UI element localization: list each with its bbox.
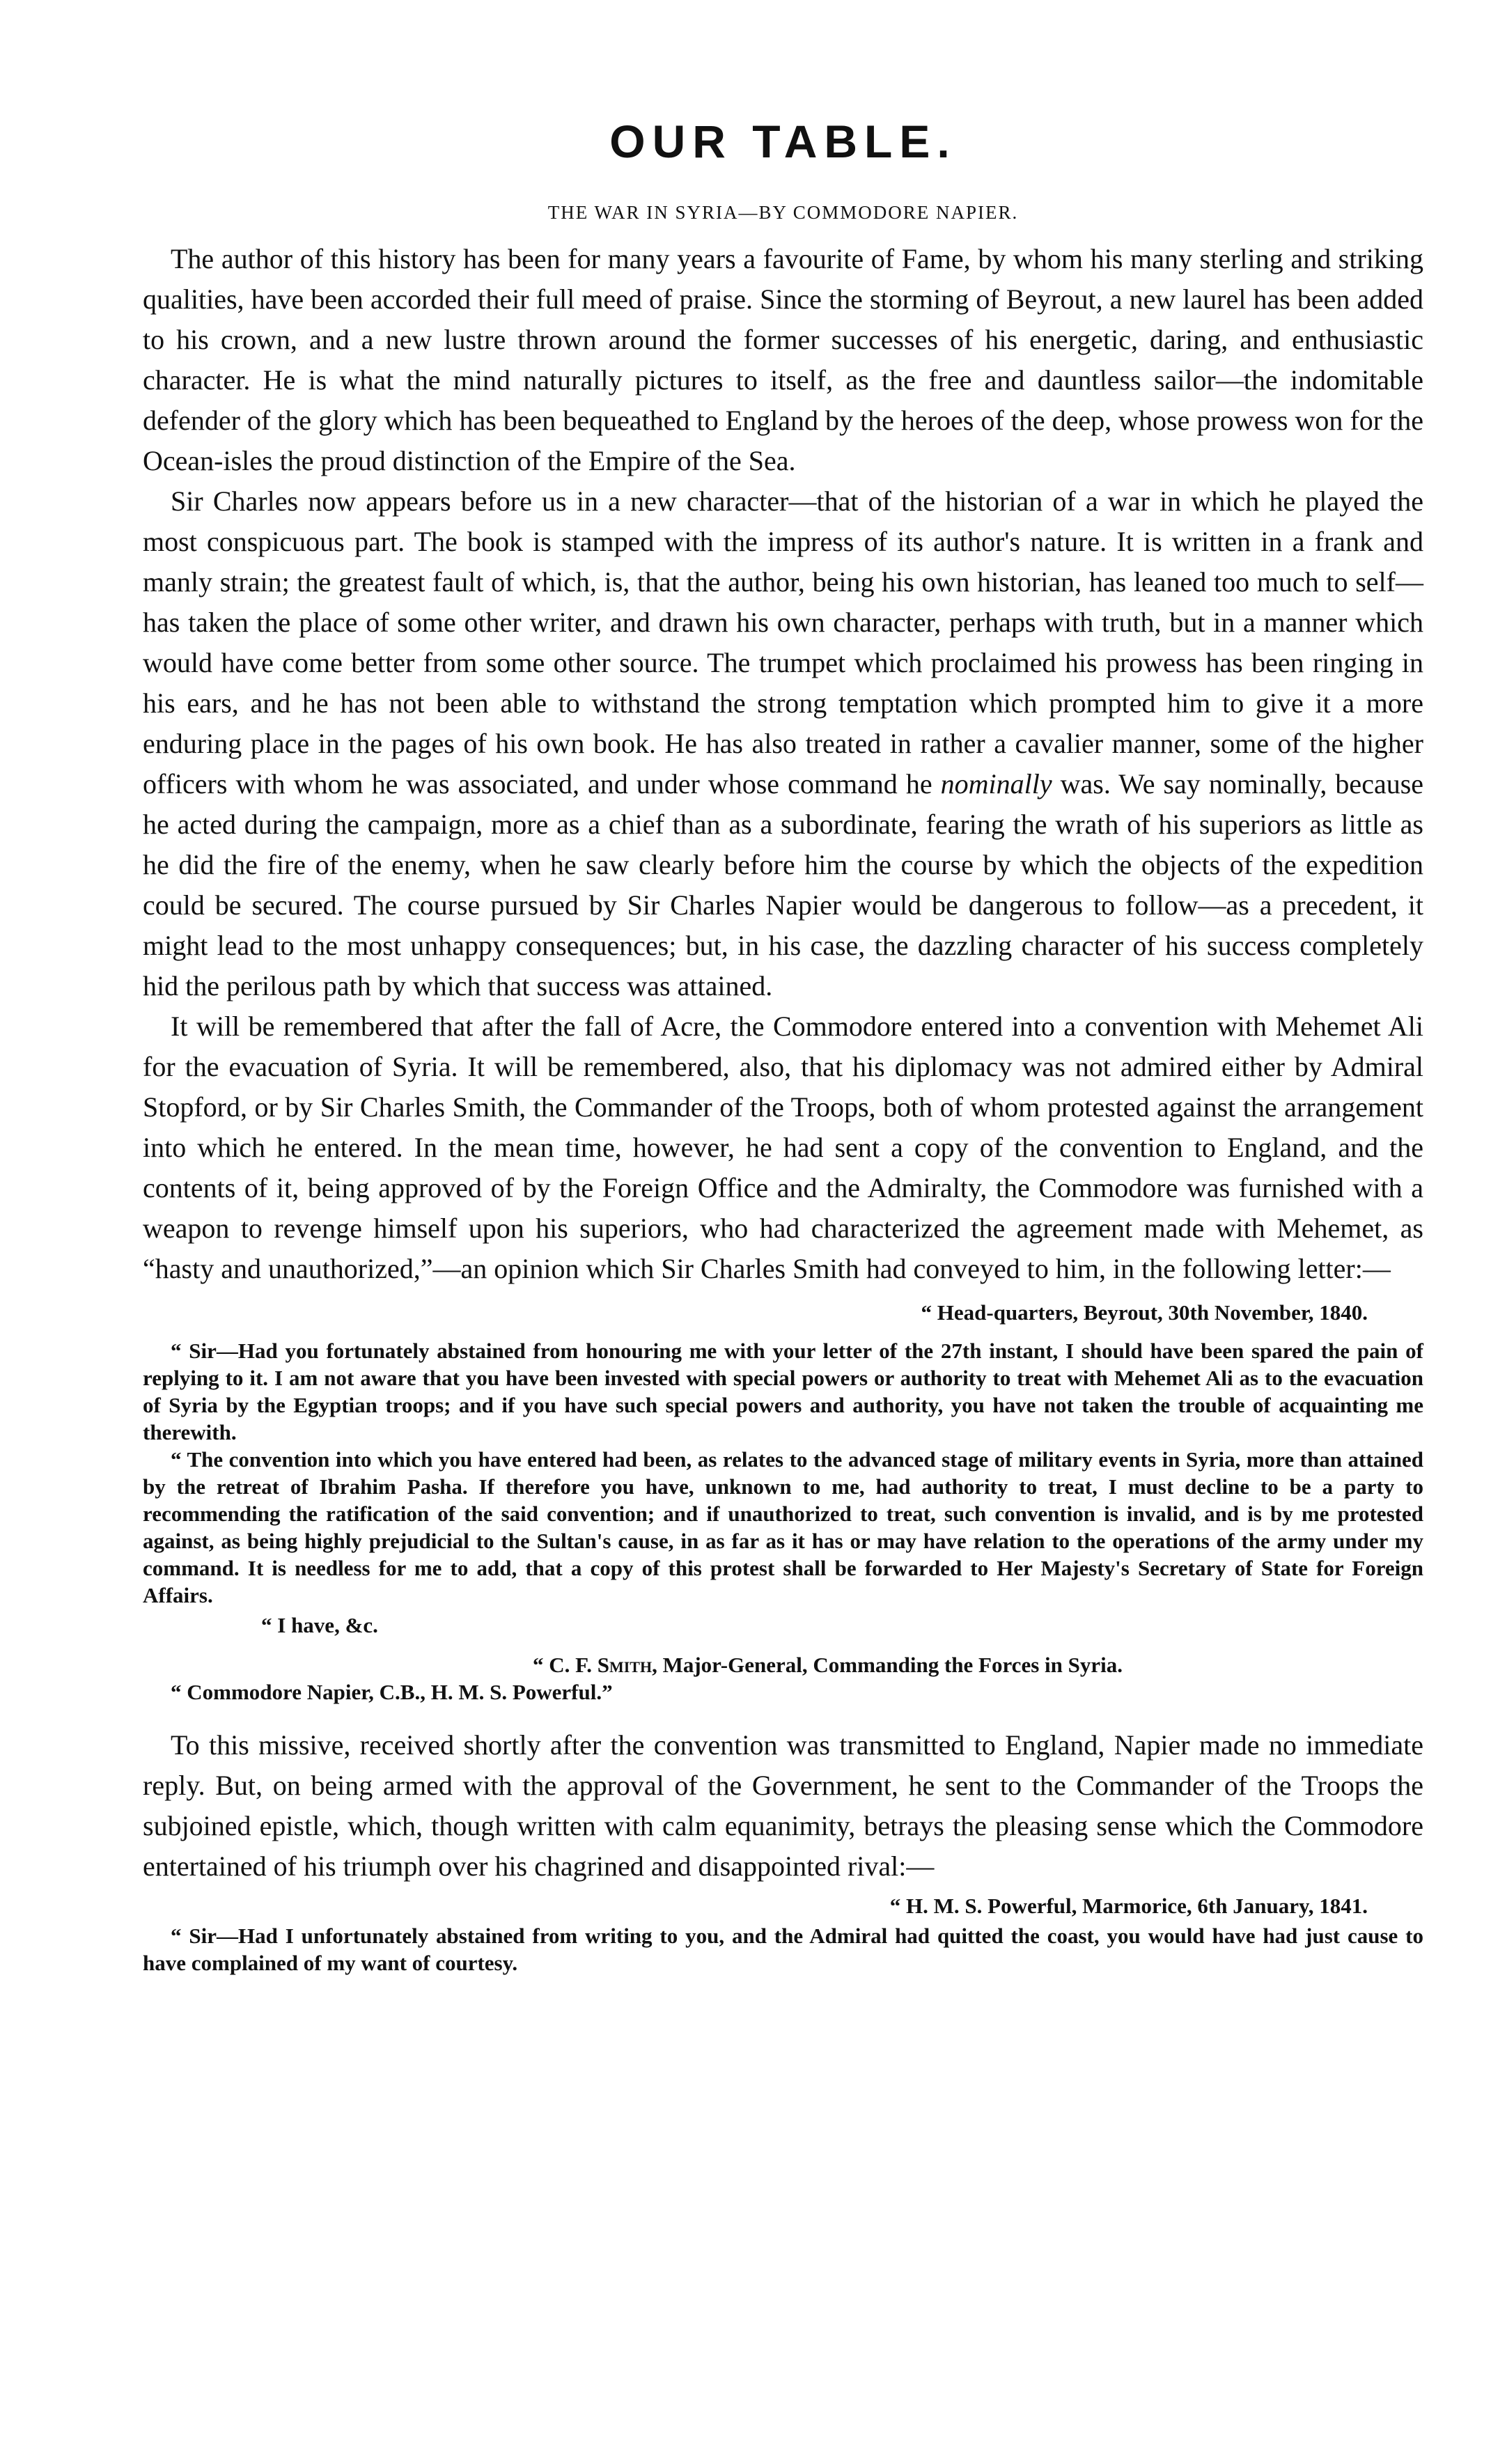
letter-1-dateline: “ Head-quarters, Beyrout, 30th November, 1840.	[921, 1300, 1368, 1325]
letter-1-signature	[143, 1651, 1423, 1678]
letter-2-paragraph-1: “ Sir—Had I unfortunately abstained from writing to you, and the Admiral had quitted the coast, you would have had just cause to have complained of my want of courtesy.	[143, 1924, 1423, 1975]
paragraph-2-text-b: was. We say nominally, because he acted during the campaign, more as a chief than as a subordinate, fearing the wrath of his superiors as little as he did the fire of the enemy, when he saw clearly before him the course by which the objects of the expedition could be secured. The course pursued by Sir Charles Napier would be dangerous to follow—as a precedent, it might lead to the most unhappy consequences; but, in his case, the dazzling character of his success completely hid the perilous path by which that success was attained.	[143, 768, 1424, 1001]
signature-open: “ C. F.	[533, 1653, 592, 1677]
paragraph-4: To this missive, received shortly after the convention was transmitted to England, Napier made no immediate reply. But, on being armed with the approval of the Government, he sent to the Commander of the Troops the subjoined epistle, which, though written with calm equanimity, betrays the pleasing sense which the Commodore entertained of his triumph over his chagrined and disappointed rival:—	[143, 1729, 1423, 1882]
paragraph-3: It will be remembered that after the fall of Acre, the Commodore entered into a convention with Mehemet Ali for the evacuation of Syria. It will be remembered, also, that his diplomacy was not admired either by Admiral Stopford, or by Sir Charles Smith, the Commander of the Troops, both of whom protested against the arrangement into which he entered. In the mean time, however, he had sent a copy of the convention to England, and the contents of it, being approved of by the Foreign Office and the Admiralty, the Commodore was furnished with a weapon to revenge himself upon his superiors, who had characterized the agreement made with Mehemet, as “hasty and unauthorized,”—an opinion which Sir Charles Smith had conveyed to him, in the following letter:—	[143, 1011, 1423, 1284]
paragraph-2-text-a: Sir Charles now appears before us in a new character—that of the historian of a war in which he played the most conspicuous part. The book is stamped with the impress of its author's nature. It is written in a frank and manly strain; the greatest fault of which, is, that the author, being his own historian, has leaned too much to self—has taken the place of some other writer, and drawn his own character, perhaps with truth, but in a manner which would have come better from some other source. The trumpet which proclaimed his prowess has been ringing in his ears, and he has not been able to withstand the strong temptation which prompted him to give it a more enduring place in the pages of his own book. He has also treated in rather a cavalier manner, some of the higher officers with whom he was associated, and under whose command he	[143, 485, 1423, 800]
signature-name: Smith	[597, 1653, 653, 1677]
page-title: OUR TABLE.	[609, 116, 957, 167]
italic-word: nominally	[940, 768, 1052, 800]
letter-2-dateline: “ H. M. S. Powerful, Marmorice, 6th January, 1841.	[889, 1894, 1368, 1918]
signature-rest: , Major-General, Commanding the Forces in Syria.	[652, 1653, 1123, 1677]
letter-1-closing: “ I have, &c.	[261, 1613, 378, 1637]
paragraph-2	[143, 481, 1423, 1006]
paragraph-1: The author of this history has been for many years a favourite of Fame, by whom his many sterling and striking qualities, have been accorded their full meed of praise. Since the storming of Beyrout, a new laurel has been added to his crown, and a new lustre thrown around the former successes of his energetic, daring, and enthusiastic character. He is what the mind naturally pictures to itself, as the free and dauntless sailor—the indomitable defender of the glory which has been bequeathed to England by the heroes of the deep, whose prowess won for the Ocean-isles the proud distinction of the Empire of the Sea.	[143, 243, 1423, 476]
article-subtitle: THE WAR IN SYRIA—BY COMMODORE NAPIER.	[547, 202, 1019, 223]
letter-1-paragraph-2: “ The convention into which you have entered had been, as relates to the advanced stage of military events in Syria, more than attained by the retreat of Ibrahim Pasha. If therefore you have, unknown to me, had authority to treat, I must decline to be a party to recommending the ratification of the said convention; and if unauthorized to treat, such convention is invalid, and is by me protested against, as being highly prejudicial to the Sultan's cause, in as far as it has or may have relation to the operations of the army under my command. It is needless for me to add, that a copy of this protest shall be forwarded to Her Majesty's Secretary of State for Foreign Affairs.	[143, 1447, 1423, 1607]
letter-1-addressee: “ Commodore Napier, C.B., H. M. S. Powerful.”	[171, 1680, 613, 1704]
letter-1-paragraph-1: “ Sir—Had you fortunately abstained from honouring me with your letter of the 27th instant, I should have been spared the pain of replying to it. I am not aware that you have been invested with special powers or authority to treat with Mehemet Ali as to the evacuation of Syria by the Egyptian troops; and if you have such special powers and authority, you have not taken the trouble of acquainting me therewith.	[143, 1339, 1423, 1444]
